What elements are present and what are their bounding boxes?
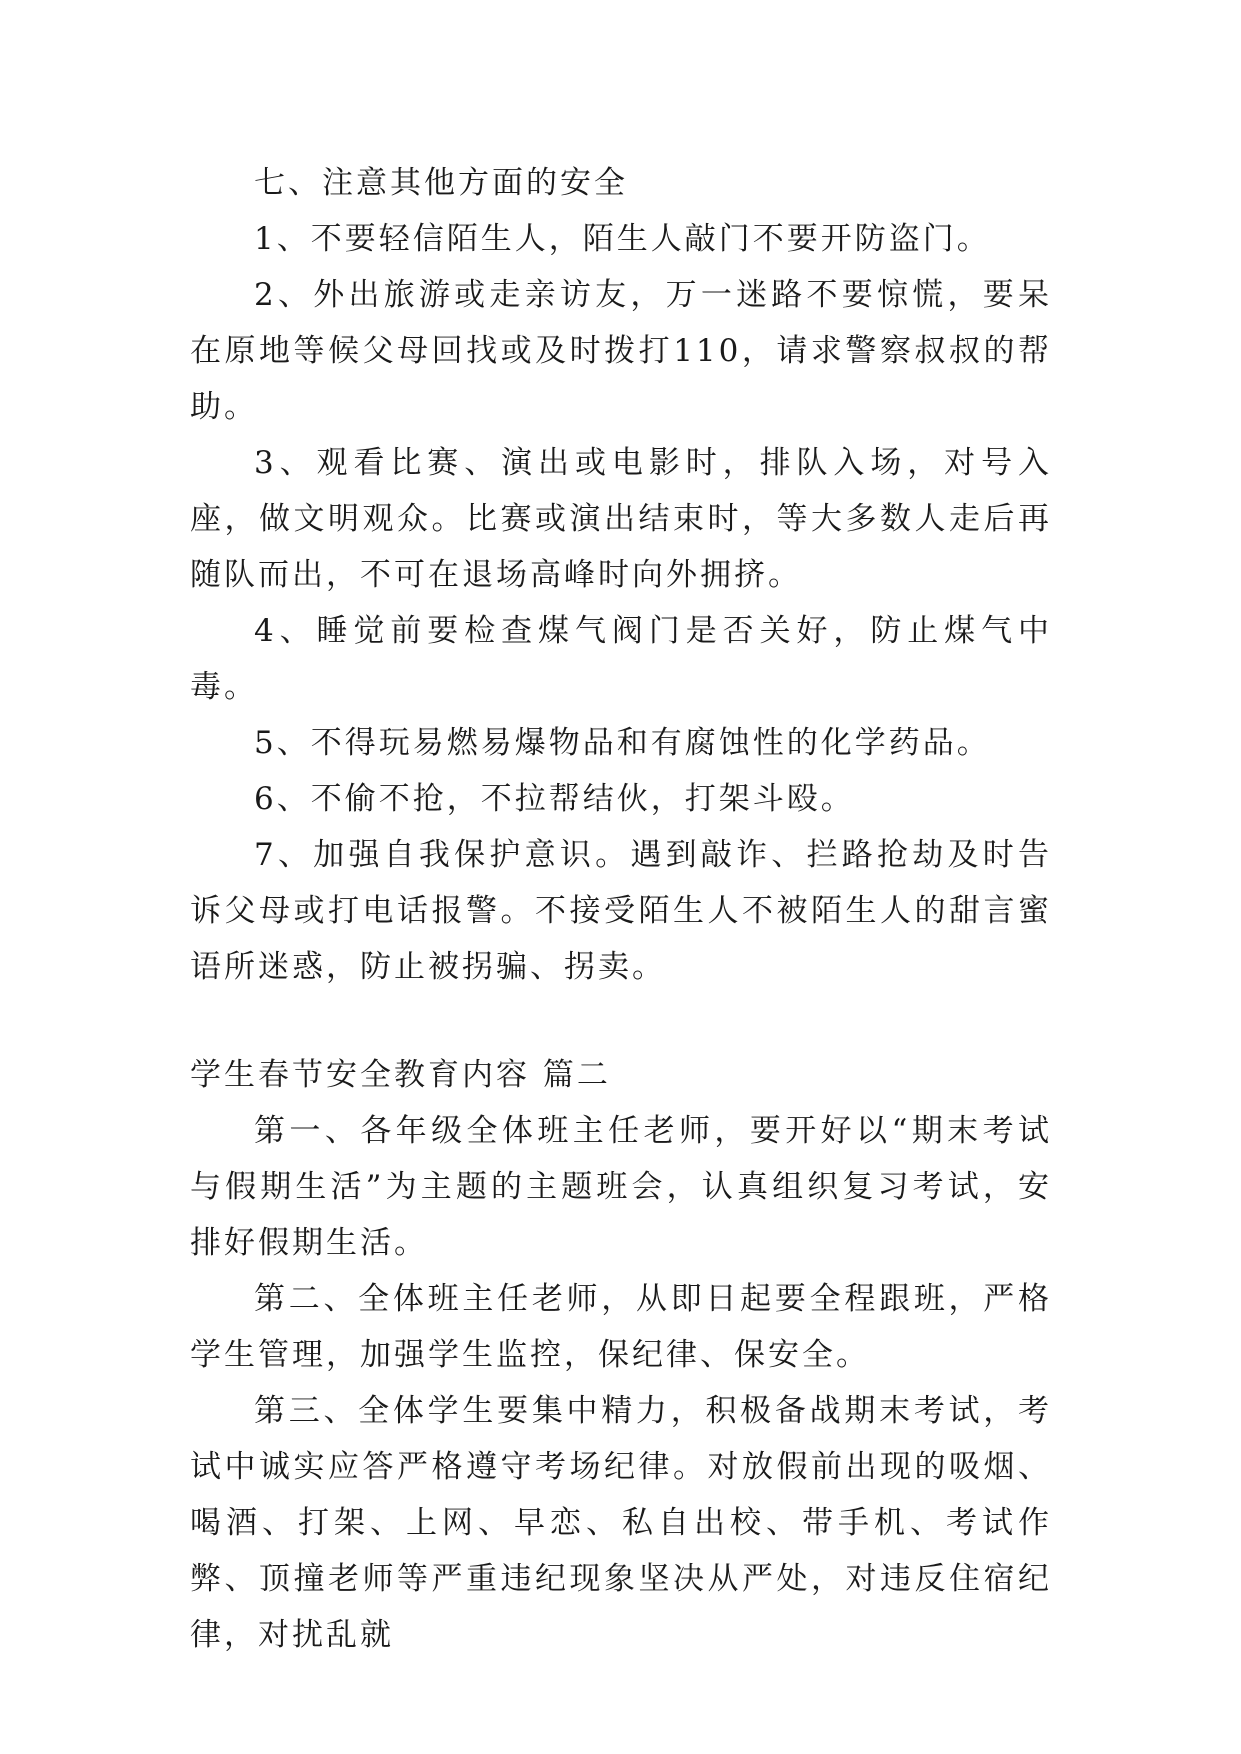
list-item: 5、不得玩易燃易爆物品和有腐蚀性的化学药品。 (254, 725, 991, 761)
section-spacer (190, 995, 1052, 1047)
body-paragraph: 第一、各年级全体班主任老师，要开好以“期末考试与假期生活”为主题的主题班会，认真组织复习考试，安排好假期生活。 (190, 1113, 1052, 1261)
list-item: 3、观看比赛、演出或电影时，排队入场，对号入座，做文明观众。比赛或演出结束时，等大多数人走后再随队而出，不可在退场高峰时向外拥挤。 (190, 445, 1052, 593)
body-paragraph: 第二、全体班主任老师，从即日起要全程跟班，严格学生管理，加强学生监控，保纪律、保安全。 (190, 1281, 1052, 1373)
document-body (190, 155, 1052, 1663)
list-item: 7、加强自我保护意识。遇到敲诈、拦路抢劫及时告诉父母或打电话报警。不接受陌生人不被陌生人的甜言蜜语所迷惑，防止被拐骗、拐卖。 (190, 837, 1052, 985)
list-item: 6、不偷不抢，不拉帮结伙，打架斗殴。 (254, 781, 855, 817)
section-heading: 七、注意其他方面的安全 (254, 165, 628, 201)
list-item: 1、不要轻信陌生人，陌生人敲门不要开防盗门。 (254, 221, 991, 257)
section-title: 学生春节安全教育内容 篇二 (190, 1057, 611, 1093)
list-item: 2、外出旅游或走亲访友，万一迷路不要惊慌，要呆在原地等候父母回找或及时拨打110，请求警察叔叔的帮助。 (190, 277, 1052, 425)
body-paragraph: 第三、全体学生要集中精力，积极备战期末考试，考试中诚实应答严格遵守考场纪律。对放假前出现的吸烟、喝酒、打架、上网、早恋、私自出校、带手机、考试作弊、顶撞老师等严重违纪现象坚决从严处，对违反住宿纪律，对扰乱就 (190, 1393, 1052, 1653)
list-item: 4、睡觉前要检查煤气阀门是否关好，防止煤气中毒。 (190, 613, 1052, 705)
